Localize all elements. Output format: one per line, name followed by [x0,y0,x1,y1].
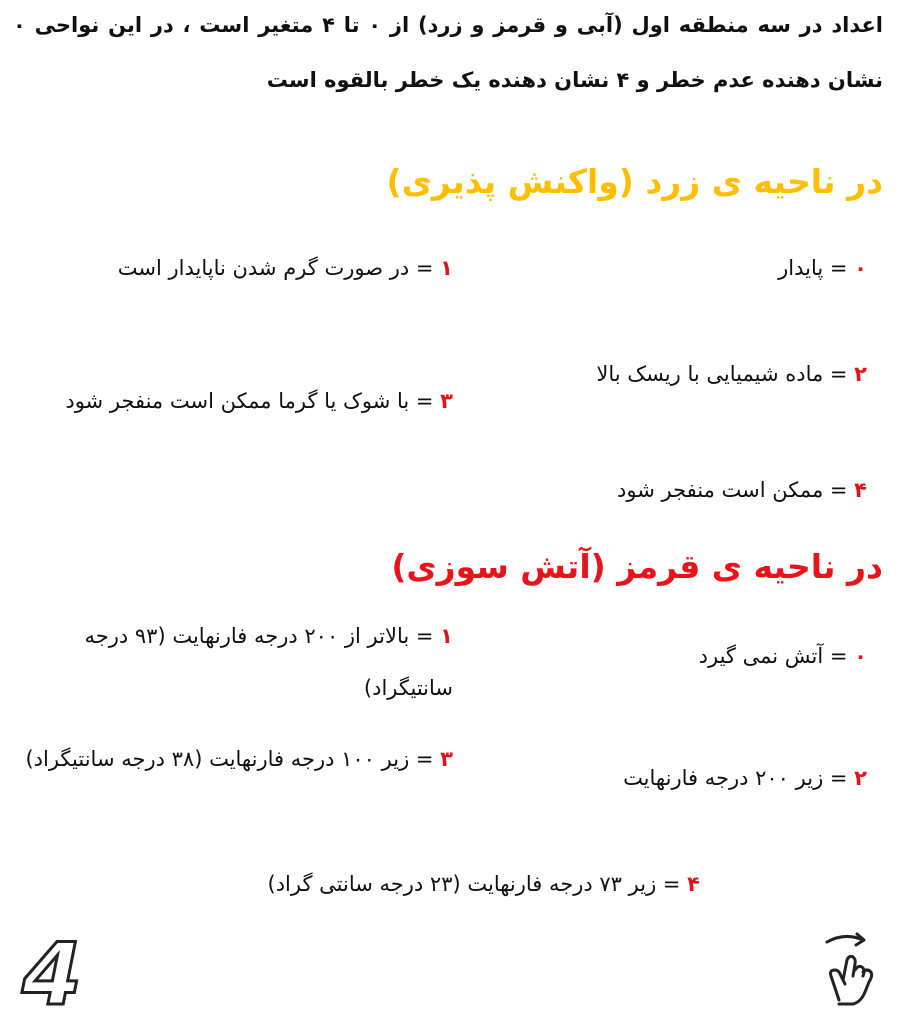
item-text: = با شوک یا گرما ممکن است منفجر شود [65,389,441,413]
yellow-item-3 [0,375,453,427]
item-text: = ممکن است منفجر شود [617,478,855,502]
item-number: ۲ [854,766,867,790]
item-text: = بالاتر از ۲۰۰ درجه فارنهایت (۹۳ درجه سانتیگراد) [84,624,453,700]
item-number: ۳ [440,389,453,413]
item-number: ۰ [854,256,867,280]
yellow-zone-heading: در ناحیه ی زرد (واکنش پذیری) [386,162,883,201]
red-zone-heading: در ناحیه ی قرمز (آتش سوزی) [391,547,883,586]
item-text: = آتش نمی گیرد [698,644,855,668]
red-item-4 [190,858,700,910]
item-number: ۴ [854,478,867,502]
red-item-2 [623,752,867,804]
yellow-item-0 [778,242,867,294]
item-text: = پایدار [778,256,855,280]
item-text: = ماده شیمیایی با ریسک بالا [596,362,855,386]
page-number-graphic [18,930,88,1010]
red-item-3 [0,733,453,785]
page-number-text: 4 [22,930,82,1010]
item-number: ۲ [854,362,867,386]
yellow-item-4 [617,464,867,516]
item-text: = زیر ۲۰۰ درجه فارنهایت [623,766,855,790]
item-number: ۳ [440,747,453,771]
item-text: = زیر ۱۰۰ درجه فارنهایت (۳۸ درجه سانتیگراد) [25,747,441,771]
item-number: ۱ [440,624,453,648]
yellow-item-2 [596,348,867,400]
page-number [18,930,88,1010]
item-text: = در صورت گرم شدن ناپایدار است [117,256,441,280]
item-number: ۰ [854,644,867,668]
yellow-item-1 [23,242,453,294]
item-number: ۴ [687,872,700,896]
item-number: ۱ [440,256,453,280]
red-item-0 [699,630,867,682]
intro-paragraph: اعداد در سه منطقه اول (آبی و قرمز و زرد) از ۰ تا ۴ متغیر است ، در این نواحی ۰ نشان دهنده عدم خطر و ۴ نشان دهنده یک خطر بالقوه است [13,13,883,92]
red-item-1 [13,610,453,714]
item-text: = زیر ۷۳ درجه فارنهایت (۲۳ درجه سانتی گراد) [267,872,688,896]
swipe-hand-icon[interactable] [817,930,887,1010]
